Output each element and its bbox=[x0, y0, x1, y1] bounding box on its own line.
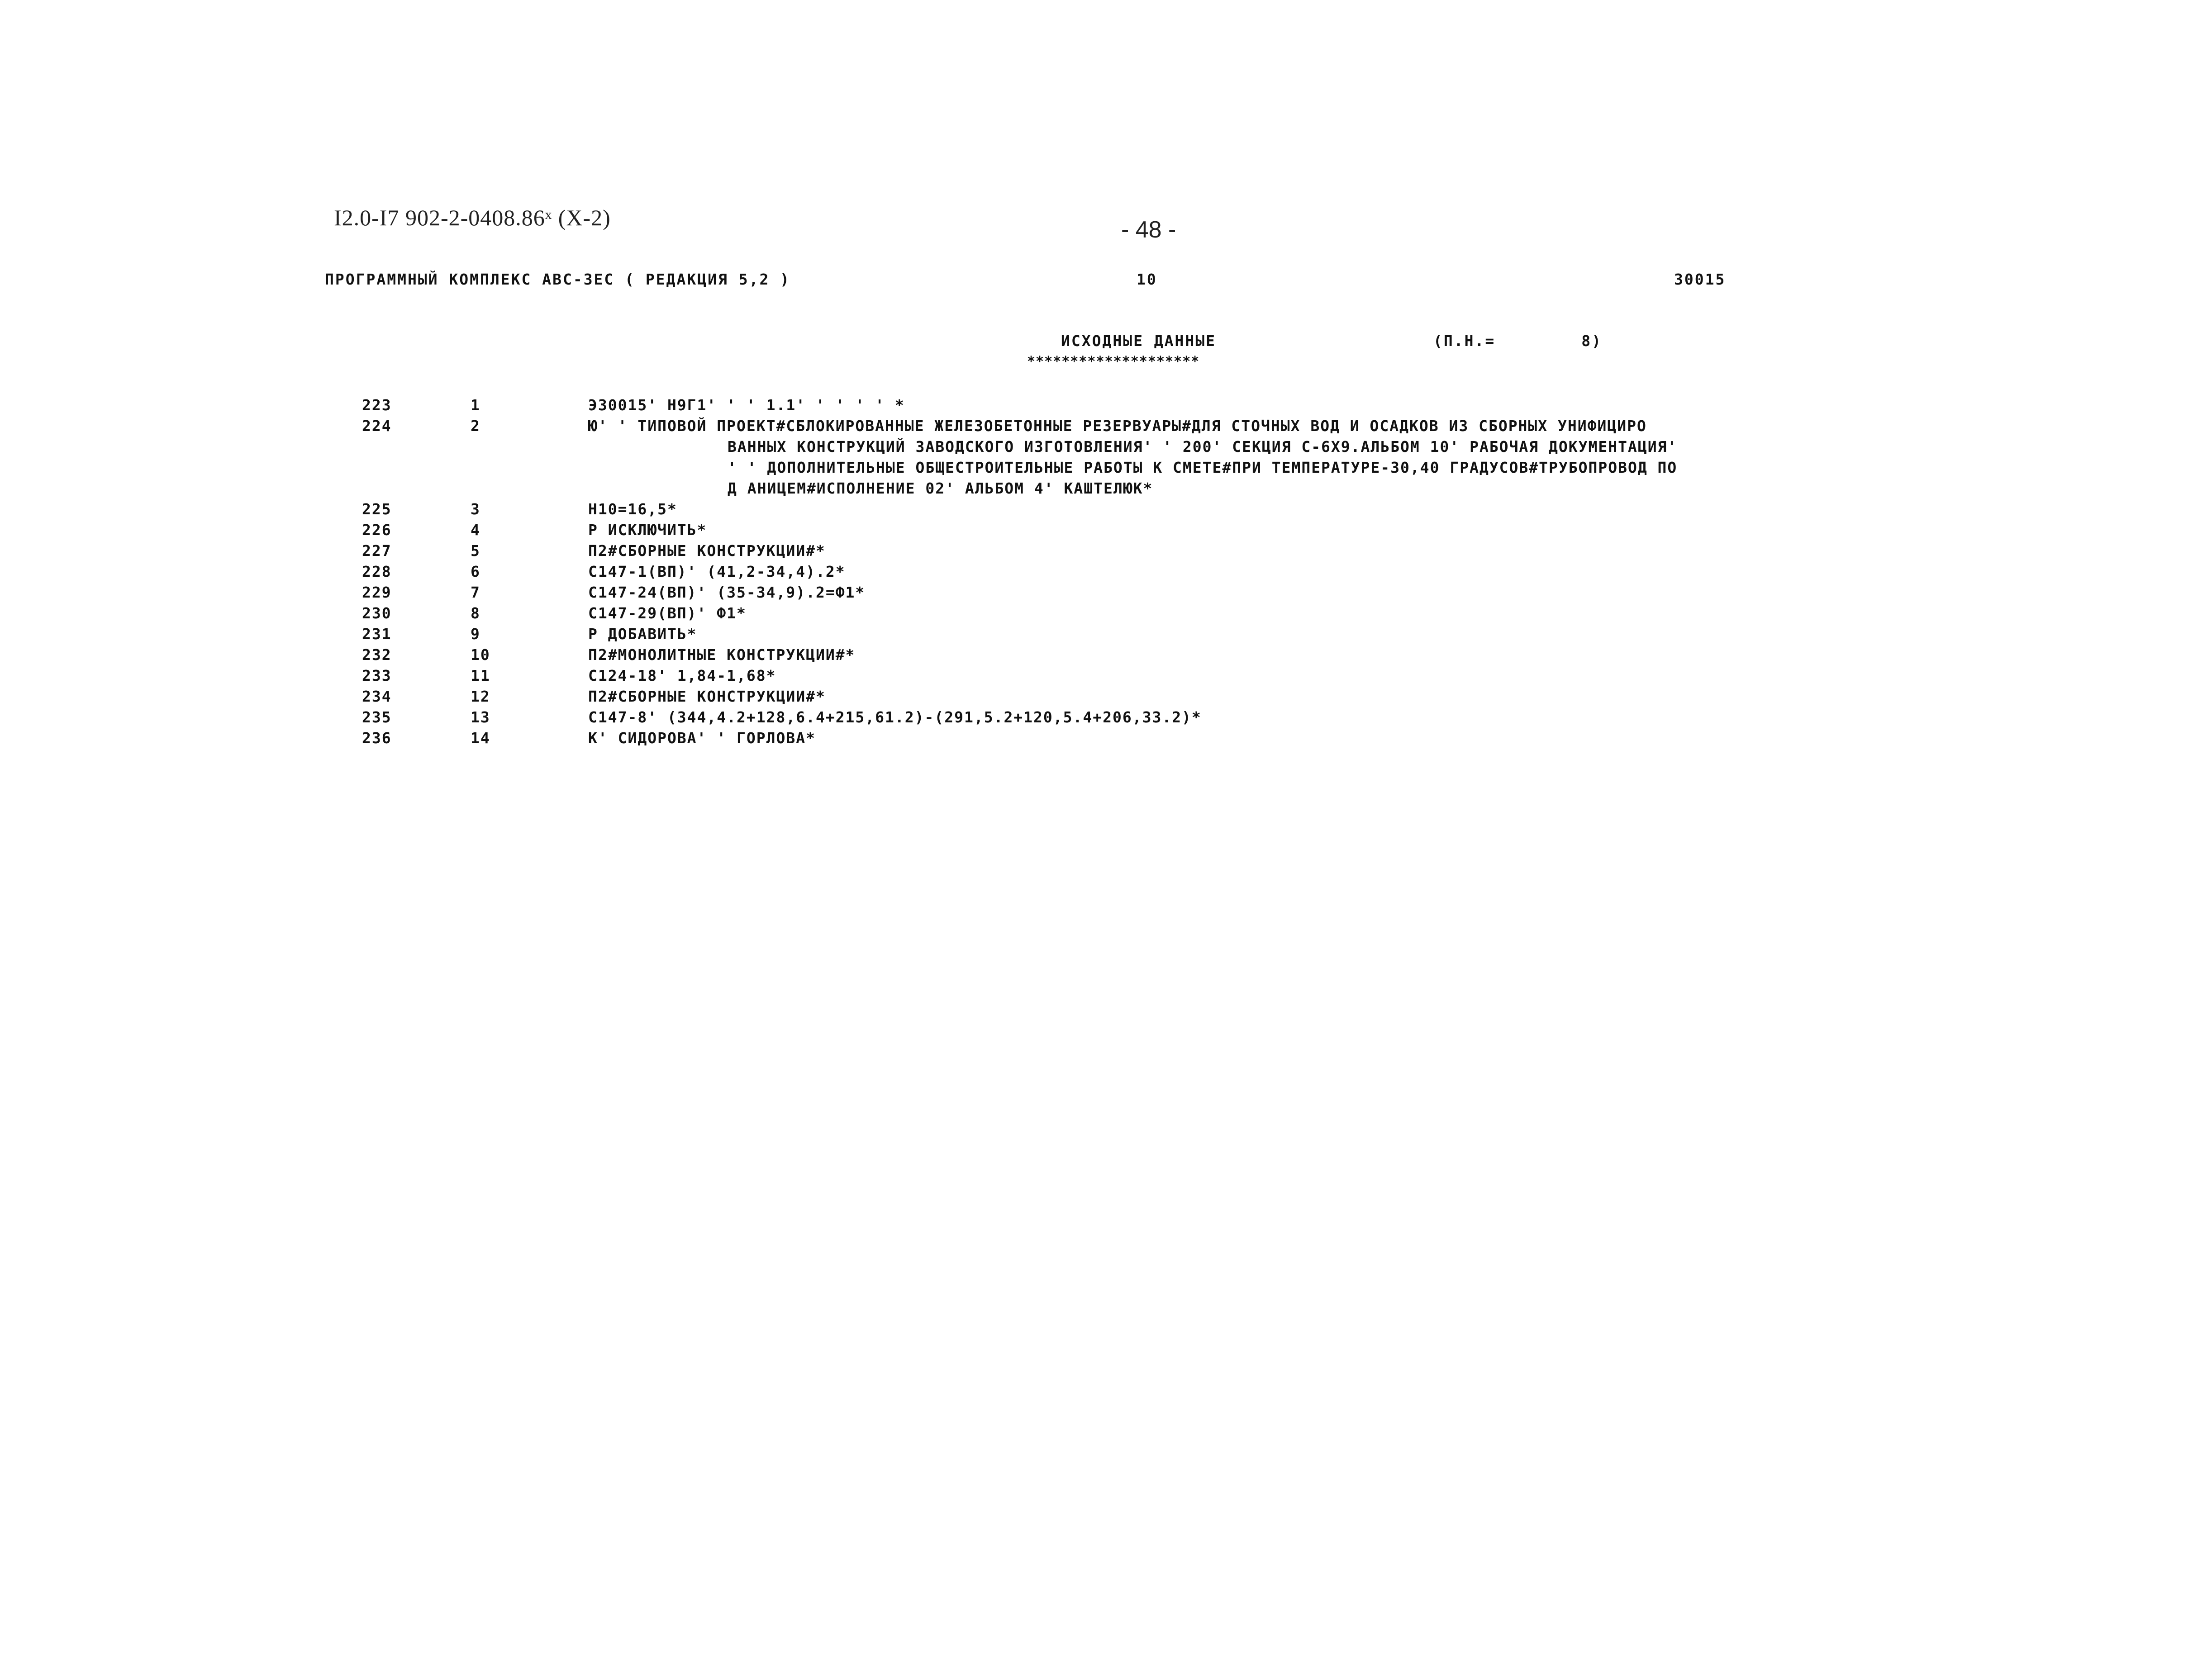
entry-text: С147-24(ВП)' (35-34,9).2=Ф1* bbox=[588, 584, 866, 601]
entry-text: С147-1(ВП)' (41,2-34,4).2* bbox=[588, 563, 846, 580]
line-number: 230 bbox=[362, 604, 392, 622]
entry-index: 1 bbox=[471, 396, 480, 414]
line-number: 233 bbox=[362, 667, 392, 684]
entry-index: 5 bbox=[471, 542, 480, 560]
section-meta bbox=[1433, 332, 1602, 350]
entry-text: Н10=16,5* bbox=[588, 500, 677, 518]
entry-text: П2#СБОРНЫЕ КОНСТРУКЦИИ#* bbox=[588, 688, 826, 705]
line-number: 232 bbox=[362, 646, 392, 664]
listing-row bbox=[0, 563, 2212, 584]
program-header: ПРОГРАММНЫЙ КОМПЛЕКС АВС-3ЕС ( РЕДАКЦИЯ 5,2 ) bbox=[325, 271, 791, 288]
entry-index: 14 bbox=[471, 729, 490, 747]
listing-row bbox=[0, 521, 2212, 542]
line-number: 231 bbox=[362, 625, 392, 643]
entry-text: Р ИСКЛЮЧИТЬ* bbox=[588, 521, 707, 539]
line-number: 234 bbox=[362, 688, 392, 705]
section-meta-label: (П.Н.= bbox=[1433, 332, 1496, 350]
header-center-number: 10 bbox=[1137, 271, 1157, 288]
entry-index: 4 bbox=[471, 521, 480, 539]
listing-row bbox=[0, 542, 2212, 563]
entry-text-continuation: ВАННЫХ КОНСТРУКЦИЙ ЗАВОДСКОГО ИЗГОТОВЛЕНИЯ' ' 200' СЕКЦИЯ С-6Х9.АЛЬБОМ 10' РАБОЧАЯ ДОКУМЕНТАЦИЯ' bbox=[728, 438, 1678, 456]
listing-row-continuation bbox=[0, 438, 2212, 459]
line-number: 235 bbox=[362, 708, 392, 726]
line-number: 229 bbox=[362, 584, 392, 601]
entry-index: 13 bbox=[471, 708, 490, 726]
entry-text: С147-29(ВП)' Ф1* bbox=[588, 604, 747, 622]
entry-text: П2#МОНОЛИТНЫЕ КОНСТРУКЦИИ#* bbox=[588, 646, 856, 664]
entry-text: С124-18' 1,84-1,68* bbox=[588, 667, 776, 684]
entry-text: К' СИДОРОВА' ' ГОРЛОВА* bbox=[588, 729, 816, 747]
entry-text-continuation: ' ' ДОПОЛНИТЕЛЬНЫЕ ОБЩЕСТРОИТЕЛЬНЫЕ РАБОТЫ К СМЕТЕ#ПРИ ТЕМПЕРАТУРЕ-30,40 ГРАДУСОВ#ТРУБОПРОВОД ПО bbox=[728, 459, 1678, 476]
listing-row bbox=[0, 417, 2212, 438]
entry-text: Э30015' Н9Г1' ' ' 1.1' ' ' ' ' * bbox=[588, 396, 905, 414]
listing-row bbox=[0, 729, 2212, 750]
listing-row bbox=[0, 625, 2212, 646]
entry-text: С147-8' (344,4.2+128,6.4+215,61.2)-(291,5.2+120,5.4+206,33.2)* bbox=[588, 708, 1202, 726]
entry-index: 10 bbox=[471, 646, 490, 664]
document-stamp: I2.0-I7 902-2-0408.86ˣ (X-2) bbox=[334, 205, 611, 230]
listing-row bbox=[0, 667, 2212, 688]
listing-row bbox=[0, 584, 2212, 604]
section-underline: ******************** bbox=[1027, 354, 1200, 370]
line-number: 224 bbox=[362, 417, 392, 435]
line-number: 225 bbox=[362, 500, 392, 518]
line-number: 226 bbox=[362, 521, 392, 539]
entry-index: 8 bbox=[471, 604, 480, 622]
line-number: 228 bbox=[362, 563, 392, 580]
entry-index: 12 bbox=[471, 688, 490, 705]
listing-row bbox=[0, 396, 2212, 417]
listing-row-continuation bbox=[0, 479, 2212, 500]
entry-text-continuation: Д АНИЦЕМ#ИСПОЛНЕНИЕ 02' АЛЬБОМ 4' КАШТЕЛЮК* bbox=[728, 479, 1153, 497]
line-number: 236 bbox=[362, 729, 392, 747]
listing-row bbox=[0, 708, 2212, 729]
entry-index: 7 bbox=[471, 584, 480, 601]
entry-text: Ю' ' ТИПОВОЙ ПРОЕКТ#СБЛОКИРОВАННЫЕ ЖЕЛЕЗОБЕТОННЫЕ РЕЗЕРВУАРЫ#ДЛЯ СТОЧНЫХ ВОД И ОСАДКОВ ИЗ СБОРНЫХ УНИФИЦИРО bbox=[588, 417, 1647, 435]
section-title: ИСХОДНЫЕ ДАННЫЕ bbox=[1061, 332, 1217, 350]
entry-index: 3 bbox=[471, 500, 480, 518]
line-number: 227 bbox=[362, 542, 392, 560]
listing-row bbox=[0, 500, 2212, 521]
listing-row bbox=[0, 688, 2212, 708]
header-right-number: 30015 bbox=[1674, 271, 1726, 288]
listing-row bbox=[0, 604, 2212, 625]
page-number: - 48 - bbox=[1121, 217, 1176, 243]
listing-row-continuation bbox=[0, 459, 2212, 479]
entry-index: 6 bbox=[471, 563, 480, 580]
line-number: 223 bbox=[362, 396, 392, 414]
section-meta-value: 8) bbox=[1581, 332, 1602, 350]
entry-index: 9 bbox=[471, 625, 480, 643]
data-listing bbox=[0, 396, 2212, 750]
entry-text: Р ДОБАВИТЬ* bbox=[588, 625, 697, 643]
entry-index: 11 bbox=[471, 667, 490, 684]
entry-index: 2 bbox=[471, 417, 480, 435]
entry-text: П2#СБОРНЫЕ КОНСТРУКЦИИ#* bbox=[588, 542, 826, 560]
listing-row bbox=[0, 646, 2212, 667]
